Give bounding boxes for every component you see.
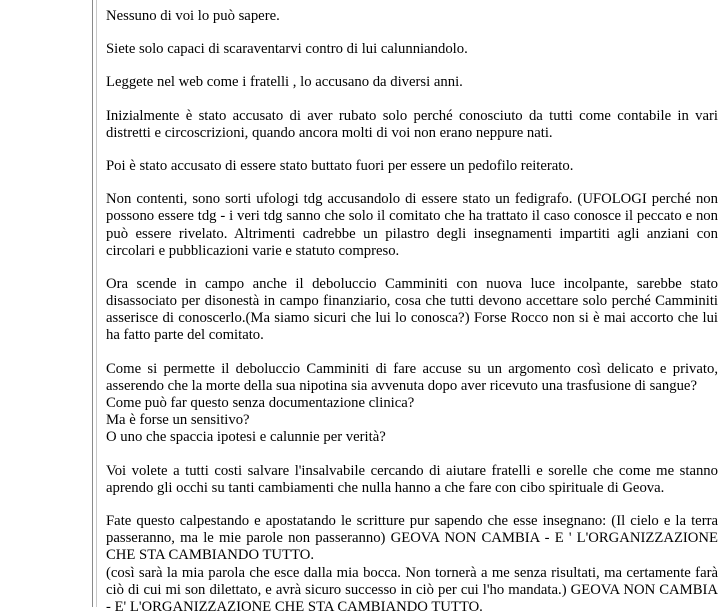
quote-border-inner — [96, 0, 97, 607]
paragraph: Fate questo calpestando e apostatando le scritture pur sapendo che esse insegnano: (Il cielo e la terra passeranno, ma le mie parole non passeranno) GEOVA NON CAMBIA - E ' L'ORGANIZZAZIONE CHE STA CAMBIANDO TUTTO. — [106, 513, 718, 565]
document-body — [106, 0, 718, 607]
paragraph: Non contenti, sono sorti ufologi tdg accusandolo di essere stato un fedigrafo. (UFOLOGI perché non possono essere tdg - i veri tdg sanno che solo il comitato che ha trattato il caso conosce il peccato e non può essere rivelato. Altrimenti cadrebbe un pilastro degli insegnamenti impartiti agli anziani con circolari e pubblicazioni varie e statuto compreso. — [106, 191, 718, 260]
left-gutter — [0, 0, 100, 607]
paragraph: Nessuno di voi lo può sapere. — [106, 8, 718, 25]
paragraph: Ma è forse un sensitivo? — [106, 412, 718, 429]
quote-border-outer — [92, 0, 93, 607]
paragraph: Leggete nel web come i fratelli , lo accusano da diversi anni. — [106, 74, 718, 91]
paragraph: Ora scende in campo anche il deboluccio Camminiti con nuova luce incolpante, sarebbe stato disassociato per disonestà in campo finanziario, cosa che tutti devono accettare solo perché Camminiti asserisce di conoscerlo.(Ma siamo sicuri che lui lo conosca?) Forse Rocco non si è mai accorto che lui ha fatto parte del comitato. — [106, 276, 718, 345]
paragraph: Come può far questo senza documentazione clinica? — [106, 395, 718, 412]
paragraph: Siete solo capaci di scaraventarvi contro di lui calunniandolo. — [106, 41, 718, 58]
paragraph: O uno che spaccia ipotesi e calunnie per verità? — [106, 429, 718, 446]
paragraph: Inizialmente è stato accusato di aver rubato solo perché conosciuto da tutti come contabile in vari distretti e circoscrizioni, quando ancora molti di voi non erano neppure nati. — [106, 108, 718, 142]
paragraph: Voi volete a tutti costi salvare l'insalvabile cercando di aiutare fratelli e sorelle che come me stanno aprendo gli occhi su tanti cambiamenti che nulla hanno a che fare con cibo spirituale di Geova. — [106, 463, 718, 497]
paragraph: Come si permette il deboluccio Camminiti di fare accuse su un argomento così delicato e privato, asserendo che la morte della sua nipotina sia avvenuta dopo aver ricevuto una trasfusione di sangue? — [106, 361, 718, 395]
paragraph: Poi è stato accusato di essere stato buttato fuori per essere un pedofilo reiterato. — [106, 158, 718, 175]
paragraph: (così sarà la mia parola che esce dalla mia bocca. Non tornerà a me senza risultati, ma certamente farà ciò di cui mi son dilettato, e avrà sicuro successo in ciò per cui l'ho mandata.) GEOVA NON CAMBIA - E' L'ORGANIZZAZIONE CHE STA CAMBIANDO TUTTO. — [106, 565, 718, 616]
